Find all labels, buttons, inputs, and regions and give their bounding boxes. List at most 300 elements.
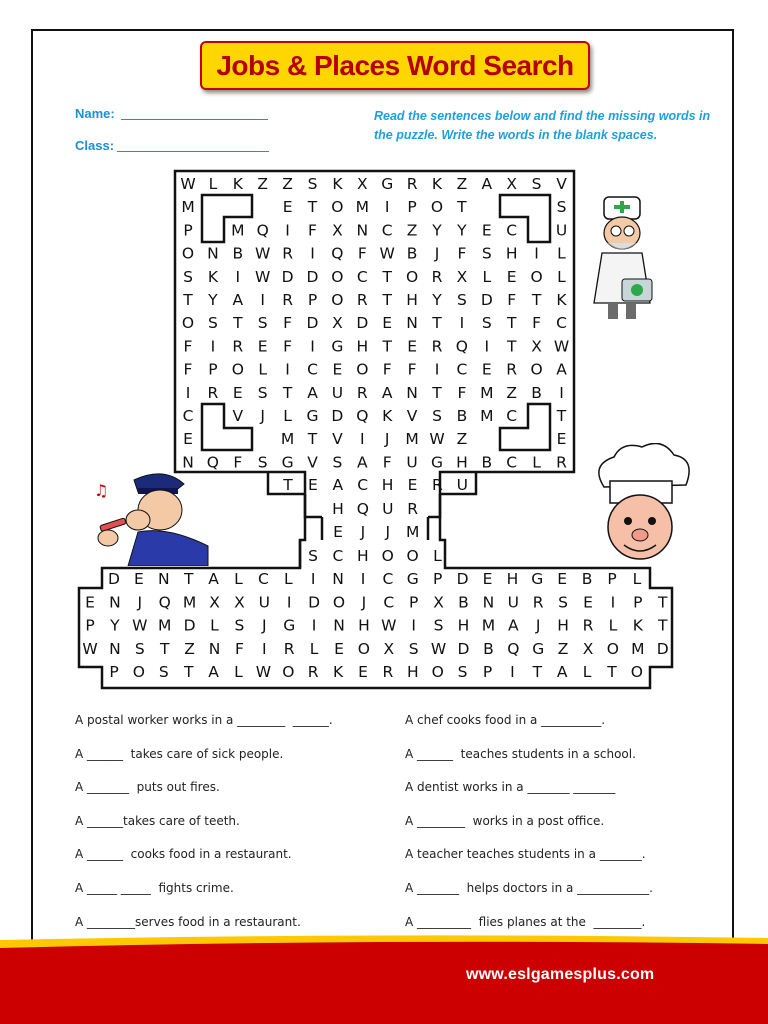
puzzle-letter: T (283, 476, 293, 494)
puzzle-letter: I (260, 291, 265, 309)
puzzle-letter: M (480, 383, 494, 402)
puzzle-letter: H (456, 453, 468, 472)
puzzle-letter: X (332, 314, 343, 333)
puzzle-letter: P (482, 663, 493, 682)
puzzle-letter: I (310, 570, 316, 588)
puzzle-letter: D (306, 267, 319, 286)
puzzle-letter: S (456, 291, 467, 309)
puzzle-letter: I (384, 198, 390, 217)
puzzle-letter: Z (184, 639, 195, 658)
puzzle-letter: J (260, 407, 265, 425)
puzzle-letter: L (234, 570, 243, 588)
sentence-item: A chef cooks food in a __________. (405, 713, 606, 727)
puzzle-letter: N (109, 639, 121, 658)
puzzle-letter: C (456, 360, 468, 379)
puzzle-letter: I (360, 430, 365, 449)
puzzle-letter: M (158, 616, 172, 635)
puzzle-letter: F (283, 314, 293, 333)
puzzle-letter: A (356, 453, 368, 472)
puzzle-letter: V (232, 407, 244, 425)
puzzle-letter: R (232, 337, 244, 356)
puzzle-letter: I (559, 383, 564, 402)
puzzle-letter: S (308, 547, 318, 565)
puzzle-letter: O (282, 663, 295, 682)
puzzle-letter: A (481, 175, 493, 193)
puzzle-letter: C (506, 221, 518, 240)
puzzle-letter: H (406, 291, 418, 309)
puzzle-letter: C (332, 547, 344, 565)
puzzle-letter: P (409, 593, 419, 612)
puzzle-letter: U (555, 221, 568, 240)
puzzle-letter: O (331, 267, 344, 286)
puzzle-letter: C (506, 453, 518, 472)
puzzle-letter: W (381, 616, 397, 635)
puzzle-letter: S (332, 453, 343, 472)
puzzle-letter: R (356, 291, 368, 309)
puzzle-letter: P (433, 570, 443, 588)
puzzle-letter: E (333, 523, 343, 541)
puzzle-letter: Y (208, 291, 218, 309)
puzzle-letter: I (210, 337, 216, 356)
sentence-item: A ______ teaches students in a school. (405, 747, 636, 761)
chef-illustration (590, 443, 694, 567)
puzzle-letter: Q (331, 244, 344, 263)
puzzle-letter: I (484, 337, 490, 356)
puzzle-letter: U (258, 593, 270, 612)
puzzle-letter: P (208, 360, 218, 379)
puzzle-letter: K (632, 616, 643, 635)
puzzle-letter: R (307, 663, 319, 682)
puzzle-letter: L (482, 267, 492, 286)
puzzle-letter: A (556, 663, 568, 682)
puzzle-letter: X (332, 221, 343, 240)
puzzle-letter: E (506, 267, 517, 286)
puzzle-letter: X (582, 639, 594, 658)
puzzle-letter: X (456, 267, 468, 286)
puzzle-letter: O (231, 360, 244, 379)
puzzle-letter: X (433, 593, 444, 612)
puzzle-letter: P (85, 616, 95, 635)
puzzle-letter: A (332, 476, 344, 494)
puzzle-letter: G (306, 407, 319, 425)
puzzle-letter: S (257, 314, 268, 333)
puzzle-letter: L (557, 244, 566, 263)
puzzle-letter: A (556, 360, 567, 379)
puzzle-letter: A (381, 383, 393, 402)
puzzle-letter: F (183, 360, 193, 379)
puzzle-letter: T (432, 314, 442, 333)
puzzle-letter: F (283, 337, 293, 356)
puzzle-letter: F (382, 453, 392, 472)
puzzle-letter: C (257, 570, 269, 588)
puzzle-letter: X (506, 175, 518, 193)
puzzle-letter: F (183, 337, 193, 356)
puzzle-letter: N (332, 570, 344, 588)
puzzle-letter: T (282, 383, 293, 402)
sentence-item: A ______ takes care of sick people. (75, 747, 284, 761)
puzzle-letter: O (430, 198, 444, 217)
puzzle-letter: P (607, 570, 617, 588)
puzzle-letter: N (208, 639, 221, 658)
puzzle-letter: W (430, 639, 447, 658)
puzzle-letter: B (581, 570, 593, 588)
puzzle-letter: S (481, 244, 492, 263)
puzzle-letter: T (607, 663, 617, 682)
puzzle-letter: G (281, 453, 294, 472)
puzzle-letter: N (356, 221, 369, 240)
puzzle-letter: S (432, 407, 442, 425)
puzzle-letter: R (207, 383, 219, 402)
puzzle-letter: C (382, 570, 394, 588)
puzzle-letter: O (331, 291, 344, 309)
sentence-item: A _______ helps doctors in a ____________. (405, 881, 653, 895)
puzzle-letter: T (532, 663, 543, 682)
puzzle-letter: E (583, 593, 593, 612)
puzzle-letter: X (531, 337, 542, 356)
puzzle-letter: C (383, 593, 395, 612)
puzzle-letter: X (383, 639, 395, 658)
puzzle-letter: T (432, 383, 442, 402)
puzzle-letter: E (407, 476, 418, 494)
sentence-item: A dentist works in a _______ _______ (405, 780, 616, 794)
puzzle-letter: G (531, 570, 544, 588)
puzzle-letter: T (657, 593, 668, 612)
puzzle-letter: M (181, 198, 195, 217)
puzzle-letter: K (333, 663, 344, 682)
puzzle-letter: H (505, 244, 518, 263)
puzzle-letter: W (132, 616, 148, 635)
puzzle-letter: N (157, 570, 170, 588)
puzzle-letter: O (132, 663, 146, 682)
puzzle-letter: B (483, 639, 494, 658)
puzzle-letter: I (411, 616, 416, 635)
puzzle-letter: M (406, 523, 420, 541)
sentence-item: A ________serves food in a restaurant. (75, 915, 301, 929)
sentence-item: A teacher teaches students in a _______. (405, 847, 646, 861)
puzzle-letter: S (234, 616, 245, 635)
puzzle-letter: I (459, 314, 465, 333)
puzzle-letter: S (134, 639, 145, 658)
puzzle-letter: T (382, 337, 392, 356)
doctor-illustration (586, 193, 664, 323)
puzzle-letter: L (208, 175, 218, 193)
puzzle-letter: R (282, 291, 293, 309)
puzzle-letter: D (308, 593, 321, 612)
puzzle-letter: I (510, 663, 515, 682)
puzzle-letter: H (381, 476, 394, 494)
puzzle-letter: T (506, 314, 517, 333)
puzzle-letter: N (482, 593, 495, 612)
footer-website[interactable]: www.eslgamesplus.com (466, 966, 655, 983)
puzzle-letter: P (183, 221, 193, 240)
puzzle-letter: B (481, 453, 493, 472)
sentence-item: A _____ _____ fights crime. (75, 881, 234, 895)
puzzle-letter: T (556, 407, 567, 425)
puzzle-letter: O (606, 639, 620, 658)
puzzle-letter: O (630, 663, 644, 682)
puzzle-letter: T (531, 291, 542, 309)
puzzle-letter: H (557, 616, 569, 635)
puzzle-letter: V (556, 175, 567, 193)
puzzle-letter: J (137, 593, 143, 612)
puzzle-letter: B (458, 593, 469, 612)
puzzle-letter: L (608, 616, 618, 635)
puzzle-letter: Z (406, 221, 418, 240)
puzzle-letter: W (255, 663, 272, 682)
puzzle-letter: M (405, 430, 419, 449)
puzzle-letter: J (360, 523, 366, 541)
puzzle-letter: C (556, 314, 567, 333)
puzzle-letter: F (234, 639, 244, 658)
puzzle-letter: U (382, 500, 394, 518)
puzzle-letter: R (356, 383, 368, 402)
puzzle-letter: U (507, 593, 519, 612)
puzzle-letter: O (181, 314, 195, 333)
puzzle-letter: X (356, 175, 368, 193)
puzzle-letter: E (282, 198, 293, 217)
puzzle-letter: T (382, 291, 392, 309)
puzzle-letter: T (382, 267, 392, 286)
puzzle-letter: N (333, 616, 345, 635)
puzzle-letter: N (406, 314, 418, 333)
puzzle-letter: S (556, 198, 567, 217)
puzzle-letter: O (357, 639, 371, 658)
puzzle-letter: W (255, 267, 271, 286)
puzzle-letter: V (307, 453, 318, 472)
puzzle-letter: Q (356, 407, 369, 425)
puzzle-letter: F (308, 221, 317, 240)
puzzle-letter: S (183, 267, 193, 286)
puzzle-letter: N (207, 244, 219, 263)
puzzle-letter: Q (455, 337, 469, 356)
puzzle-letter: K (556, 291, 567, 309)
puzzle-letter: V (406, 407, 418, 425)
puzzle-letter: I (310, 337, 315, 356)
puzzle-letter: V (332, 430, 343, 449)
puzzle-letter: T (183, 663, 194, 682)
puzzle-letter: F (532, 314, 542, 333)
puzzle-letter: X (209, 593, 220, 612)
sentence-item: A postal worker works in a ________ ______. (75, 713, 333, 727)
puzzle-letter: Z (456, 430, 468, 449)
puzzle-letter: L (632, 570, 642, 588)
puzzle-letter: N (109, 593, 121, 612)
sentence-item: A ______takes care of teeth. (75, 814, 240, 828)
puzzle-letter: O (381, 547, 394, 565)
puzzle-letter: R (532, 593, 544, 612)
puzzle-letter: O (181, 244, 195, 263)
puzzle-letter: S (558, 593, 569, 612)
puzzle-letter: L (283, 570, 293, 588)
puzzle-letter: R (382, 663, 394, 682)
puzzle-letter: E (257, 337, 268, 356)
puzzle-letter: M (231, 221, 245, 240)
puzzle-letter: D (356, 314, 369, 333)
puzzle-letter: I (235, 267, 241, 286)
puzzle-letter: M (480, 407, 494, 425)
puzzle-letter: O (356, 360, 369, 379)
puzzle-letter: A (208, 663, 219, 682)
name-field[interactable] (121, 119, 268, 120)
puzzle-letter: L (283, 407, 292, 425)
class-label: Class: (75, 138, 115, 153)
puzzle-letter: F (357, 244, 367, 263)
puzzle-letter: C (356, 267, 368, 286)
puzzle-letter: E (85, 593, 95, 612)
title-banner (200, 41, 590, 90)
puzzle-letter: S (207, 314, 218, 333)
puzzle-letter: T (506, 337, 517, 356)
puzzle-letter: J (385, 523, 391, 541)
puzzle-letter: Y (457, 221, 467, 240)
puzzle-letter: K (207, 267, 218, 286)
puzzle-letter: K (232, 175, 243, 193)
puzzle-letter: R (556, 453, 567, 472)
puzzle-letter: M (631, 639, 645, 658)
puzzle-letter: S (481, 314, 492, 333)
puzzle-letter: S (257, 453, 268, 472)
puzzle-letter: I (286, 593, 292, 612)
puzzle-letter: K (332, 175, 343, 193)
svg-text:♫: ♫ (94, 481, 109, 500)
puzzle-letter: E (556, 430, 567, 449)
page-title: Jobs & Places Word Search (216, 49, 574, 81)
puzzle-letter: A (232, 291, 244, 309)
puzzle-letter: F (457, 383, 467, 402)
puzzle-letter: U (406, 453, 418, 472)
puzzle-letter: W (553, 337, 570, 356)
puzzle-letter: T (657, 616, 668, 635)
puzzle-letter: T (183, 570, 194, 588)
puzzle-letter: T (183, 291, 193, 309)
puzzle-letter: W (255, 244, 271, 263)
puzzle-letter: E (332, 360, 343, 379)
puzzle-letter: S (531, 175, 542, 193)
puzzle-letter: O (405, 267, 419, 286)
puzzle-letter: L (234, 663, 243, 682)
puzzle-letter: S (433, 616, 444, 635)
puzzle-letter: L (557, 267, 566, 286)
puzzle-letter: E (481, 221, 492, 240)
class-field[interactable] (117, 151, 269, 152)
puzzle-letter: E (358, 663, 368, 682)
puzzle-letter: P (109, 663, 119, 682)
puzzle-letter: I (311, 616, 317, 635)
puzzle-letter: J (535, 616, 541, 635)
puzzle-letter: E (382, 314, 393, 333)
puzzle-letter: S (307, 175, 318, 193)
puzzle-letter: G (283, 616, 296, 635)
puzzle-letter: N (406, 383, 418, 402)
sentence-item: A _______ puts out fires. (75, 780, 220, 794)
puzzle-letter: R (506, 360, 518, 379)
puzzle-letter: P (407, 198, 417, 217)
puzzle-letter: C (381, 221, 393, 240)
puzzle-letter: P (307, 291, 318, 309)
puzzle-letter: A (507, 616, 519, 635)
puzzle-letter: F (507, 291, 517, 309)
puzzle-letter: E (232, 383, 243, 402)
puzzle-letter: Q (356, 500, 370, 518)
puzzle-letter: T (307, 198, 318, 217)
puzzle-letter: A (307, 383, 318, 402)
puzzle-letter: Z (257, 175, 269, 193)
puzzle-letter: P (633, 593, 643, 612)
puzzle-letter: O (431, 663, 444, 682)
puzzle-letter: E (407, 337, 417, 356)
puzzle-letter: D (656, 639, 669, 658)
puzzle-letter: C (357, 476, 369, 494)
puzzle-letter: M (355, 198, 369, 217)
puzzle-letter: E (134, 570, 144, 588)
puzzle-letter: E (557, 570, 568, 588)
puzzle-letter: W (379, 244, 395, 263)
puzzle-letter: I (285, 360, 290, 379)
puzzle-letter: G (406, 570, 419, 588)
puzzle-letter: T (457, 198, 467, 217)
puzzle-letter: Y (432, 221, 442, 240)
puzzle-letter: I (310, 244, 315, 263)
puzzle-letter: I (285, 221, 290, 240)
puzzle-letter: W (180, 175, 196, 193)
puzzle-letter: D (480, 291, 493, 309)
puzzle-letter: Z (456, 175, 468, 193)
puzzle-letter: D (183, 616, 196, 635)
puzzle-letter: Q (158, 593, 171, 612)
puzzle-letter: L (210, 616, 219, 635)
puzzle-letter: C (182, 407, 194, 425)
puzzle-letter: I (185, 383, 191, 402)
puzzle-letter: D (331, 407, 344, 425)
puzzle-letter: K (431, 175, 443, 193)
sentence-item: A ________ works in a post office. (405, 814, 605, 828)
puzzle-letter: F (457, 244, 467, 263)
puzzle-letter: Q (507, 639, 520, 658)
puzzle-letter: Q (206, 453, 220, 472)
puzzle-letter: M (481, 616, 496, 635)
puzzle-letter: H (356, 337, 369, 356)
puzzle-letter: O (406, 547, 419, 565)
sentence-item: A ______ cooks food in a restaurant. (75, 847, 292, 861)
puzzle-letter: S (257, 383, 268, 402)
puzzle-letter: L (309, 639, 319, 658)
puzzle-letter: X (234, 593, 245, 612)
puzzle-letter: S (158, 663, 169, 682)
puzzle-letter: L (258, 360, 268, 379)
puzzle-letter: G (430, 453, 444, 472)
puzzle-letter: I (434, 360, 440, 379)
puzzle-letter: Z (557, 639, 569, 658)
puzzle-letter: W (82, 639, 98, 658)
puzzle-letter: D (108, 570, 120, 588)
puzzle-letter: R (283, 639, 295, 658)
puzzle-letter: K (382, 407, 393, 425)
puzzle-letter: H (356, 547, 369, 565)
puzzle-letter: F (407, 360, 417, 379)
puzzle-letter: Z (506, 383, 518, 402)
puzzle-letter: F (233, 453, 243, 472)
puzzle-letter: B (531, 383, 542, 402)
puzzle-letter: H (358, 616, 370, 635)
puzzle-letter: O (332, 593, 346, 612)
puzzle-letter: S (457, 663, 468, 682)
puzzle-letter: Q (256, 221, 269, 240)
puzzle-letter: G (532, 639, 545, 658)
puzzle-letter: B (456, 407, 468, 425)
puzzle-letter: E (334, 639, 344, 658)
puzzle-letter: C (307, 360, 318, 379)
puzzle-letter: B (232, 244, 244, 263)
